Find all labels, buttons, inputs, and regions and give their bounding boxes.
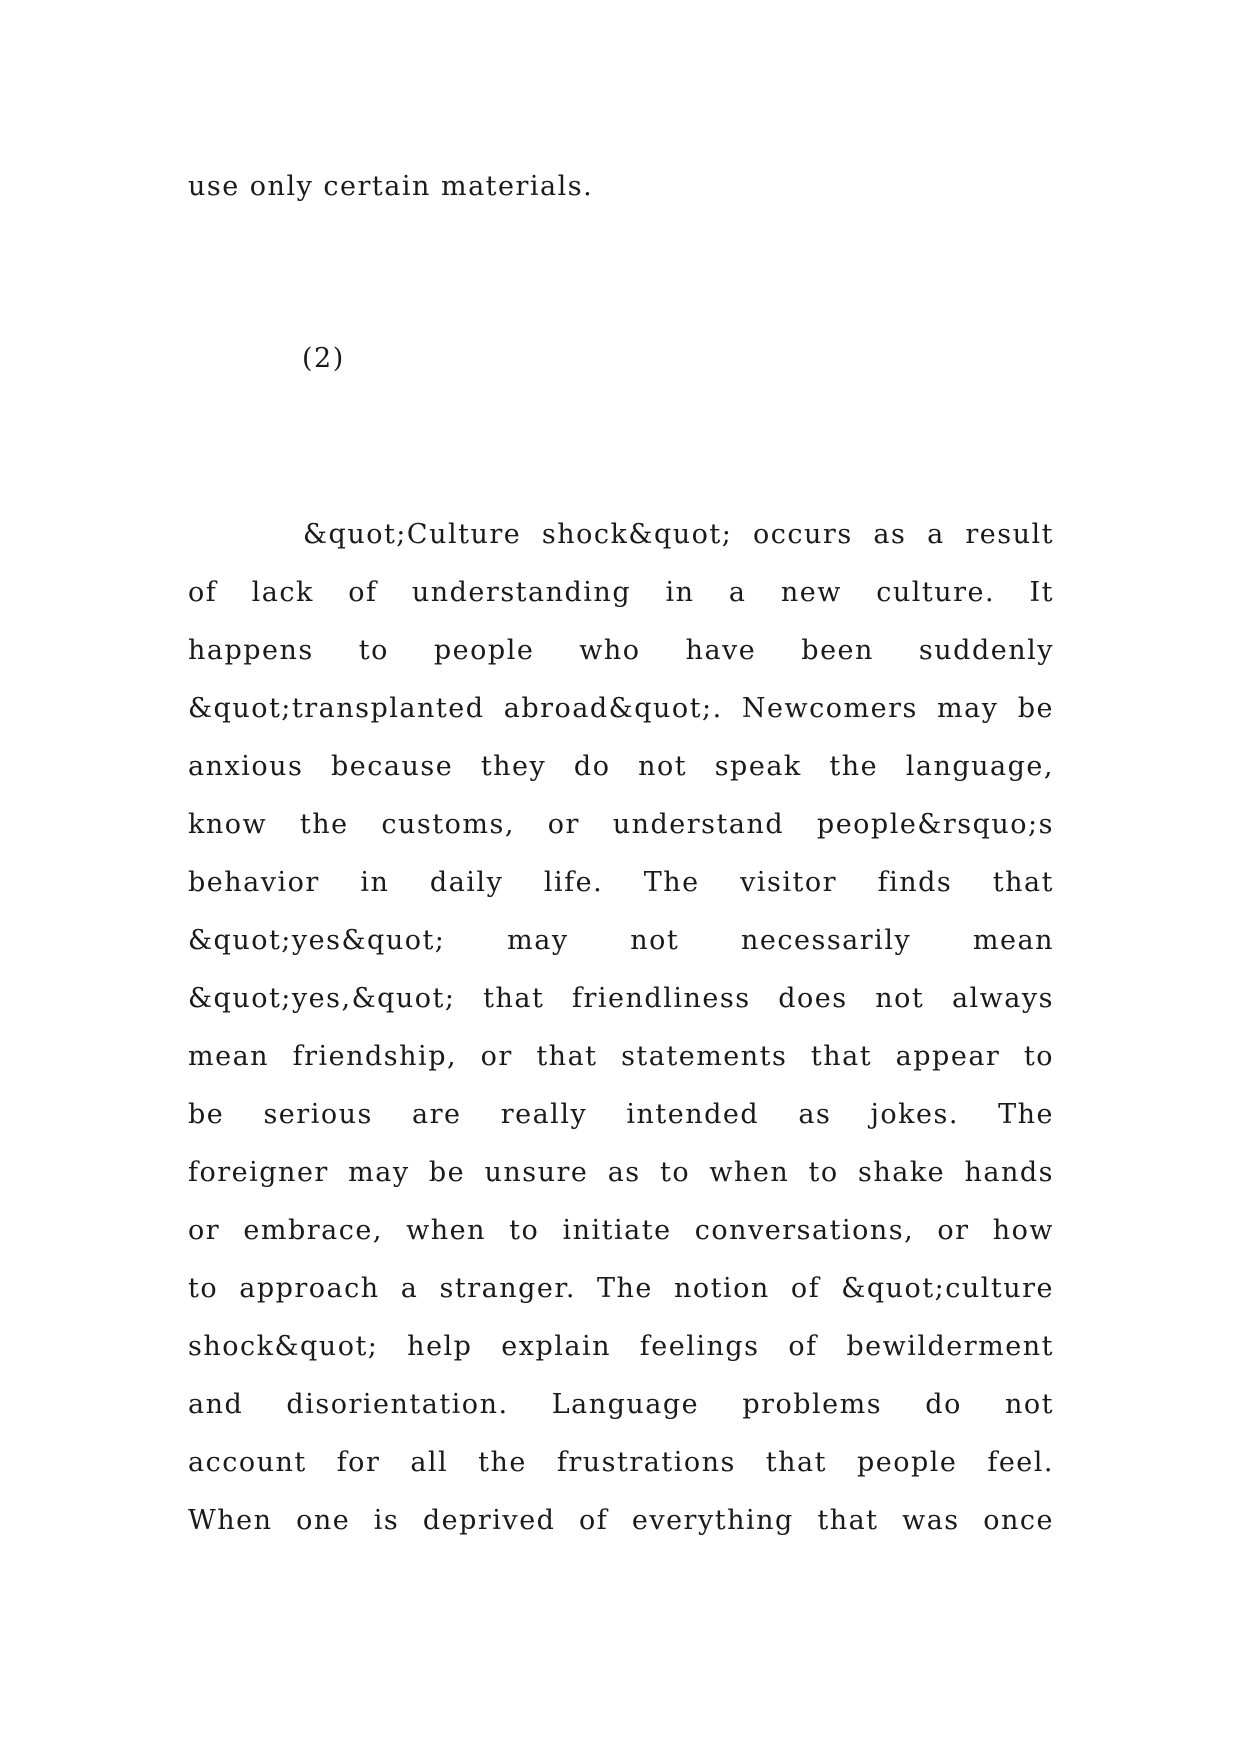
paragraph-line: happens to people who have been suddenly [188,635,1054,666]
paragraph-line: &quot;yes&quot; may not necessarily mean [188,925,1054,956]
paragraph-line: behavior in daily life. The visitor finds that [188,867,1054,898]
paragraph-line: When one is deprived of everything that was once [188,1505,1054,1536]
paragraph-line: &quot;transplanted abroad&quot;. Newcomers may be [188,693,1054,724]
paragraph-line: &quot;Culture shock&quot; occurs as a result [303,519,1054,550]
paragraph-line: shock&quot; help explain feelings of bewilderment [188,1331,1054,1362]
paragraph-line: of lack of understanding in a new culture. It [188,577,1054,608]
paragraph-line: be serious are really intended as jokes. The [188,1099,1054,1130]
paragraph-line: know the customs, or understand people&rsquo;s [188,809,1054,840]
top-line: use only certain materials. [188,171,594,202]
paragraph-line: &quot;yes,&quot; that friendliness does not always [188,983,1054,1014]
section-number: (2) [302,343,345,374]
paragraph-line: mean friendship, or that statements that appear to [188,1041,1054,1072]
paragraph-line: anxious because they do not speak the language, [188,751,1054,782]
paragraph-line: account for all the frustrations that people feel. [188,1447,1054,1478]
paragraph-line: foreigner may be unsure as to when to shake hands [188,1157,1054,1188]
paragraph-line: to approach a stranger. The notion of &quot;culture [188,1273,1054,1304]
paragraph-line: and disorientation. Language problems do not [188,1389,1054,1420]
paragraph-line: or embrace, when to initiate conversations, or how [188,1215,1054,1246]
